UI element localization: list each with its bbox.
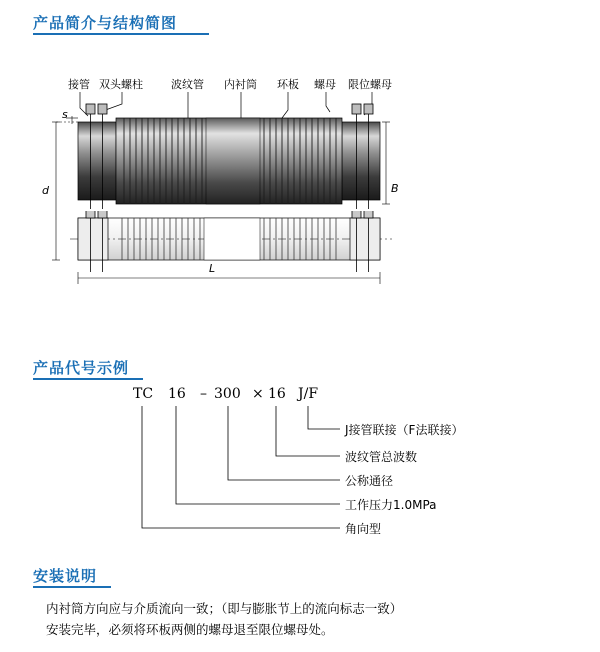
install-note-line-1: 内衬筒方向应与介质流向一致；（即与膨胀节上的流向标志一致） bbox=[46, 601, 403, 616]
code-description-3: 工作压力1.0MPa bbox=[345, 498, 437, 512]
callout-label-0: 接管 bbox=[68, 78, 90, 91]
dimension-label-d: d bbox=[42, 184, 49, 197]
install-note-line-2: 安装完毕，必须将环板两侧的螺母退至限位螺母处。 bbox=[46, 622, 334, 637]
code-description-1: 波纹管总波数 bbox=[345, 450, 418, 464]
section-rule-install bbox=[33, 586, 111, 588]
code-token-6: J/F bbox=[298, 386, 319, 402]
code-description-2: 公称通径 bbox=[345, 474, 394, 488]
expansion-joint-drawing bbox=[0, 60, 600, 340]
callout-label-5: 螺母 bbox=[314, 78, 336, 91]
code-description-4: 角向型 bbox=[345, 522, 382, 536]
callout-label-3: 内衬筒 bbox=[224, 78, 257, 91]
dimension-label-B: B bbox=[391, 182, 399, 195]
dimension-label-L: L bbox=[209, 262, 216, 275]
code-leader-lines bbox=[0, 380, 600, 550]
callout-label-1: 双头螺柱 bbox=[99, 78, 143, 91]
section-title-intro: 产品简介与结构简图 bbox=[33, 14, 178, 32]
section-title-install: 安装说明 bbox=[33, 567, 98, 585]
code-token-0: TC bbox=[133, 386, 154, 402]
callout-label-6: 限位螺母 bbox=[348, 78, 392, 91]
code-token-4: × bbox=[252, 386, 264, 402]
callout-label-2: 波纹管 bbox=[171, 78, 204, 91]
product-code-example bbox=[0, 380, 600, 550]
install-notes bbox=[46, 598, 566, 640]
code-token-2: – bbox=[200, 386, 207, 402]
structure-diagram bbox=[0, 60, 600, 340]
section-rule-intro bbox=[33, 33, 209, 35]
section-title-code: 产品代号示例 bbox=[33, 359, 130, 377]
dimension-label-s: s bbox=[62, 108, 68, 121]
code-token-1: 16 bbox=[168, 386, 186, 402]
code-description-0: J接管联接（F法联接） bbox=[345, 423, 464, 437]
code-token-3: 300 bbox=[214, 386, 241, 402]
code-token-5: 16 bbox=[268, 386, 286, 402]
callout-label-4: 环板 bbox=[277, 78, 299, 91]
